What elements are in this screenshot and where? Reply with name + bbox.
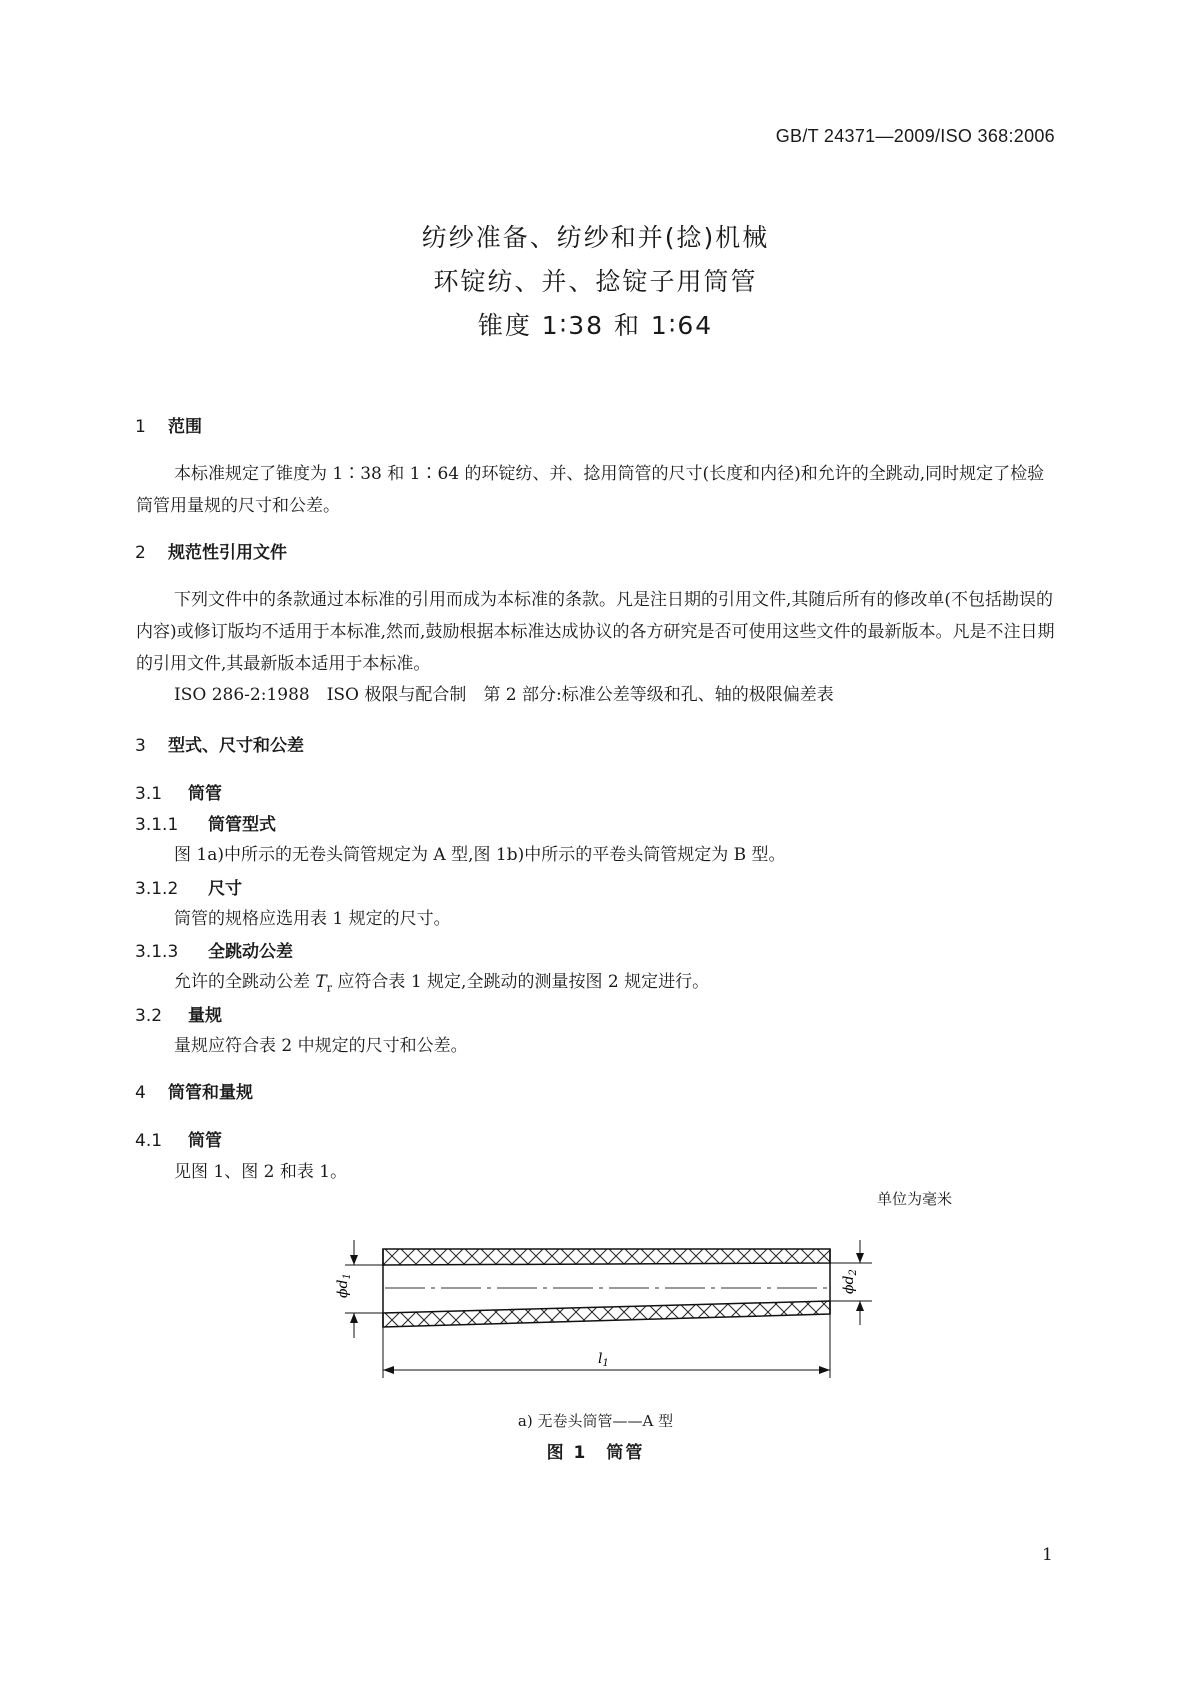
section-title: 量规 (188, 1006, 222, 1026)
title-line-2: 环锭纺、并、捻锭子用筒管 (433, 267, 758, 296)
section-2-paragraph: 下列文件中的条款通过本标准的引用而成为本标准的条款。凡是注日期的引用文件,其随后所有的修改单(不包括勘误的内容)或修订版均不适用于本标准,然而,鼓励根据本标准达成协议的各方研究是否可使用这些文件的最新版本。凡是不注日期的引用文件,其最新版本适用于本标准。 (136, 590, 1055, 674)
section-3-1-2-paragraph: 筒管的规格应选用表 1 规定的尺寸。 (174, 909, 451, 929)
section-title: 规范性引用文件 (168, 543, 287, 563)
para-text: 允许的全跳动公差 (174, 972, 316, 992)
standard-number: GB/T 24371—2009/ISO 368:2006 (775, 126, 1055, 146)
section-number: 3 (135, 736, 146, 756)
section-4-1-paragraph: 见图 1、图 2 和表 1。 (174, 1162, 348, 1182)
figure-subcaption: a) 无卷头筒管——A 型 (517, 1412, 674, 1430)
section-number: 4.1 (135, 1131, 163, 1151)
section-number: 3.1.3 (135, 942, 179, 962)
arrowhead (350, 1313, 358, 1323)
section-title: 尺寸 (208, 879, 242, 899)
section-1-paragraph: 本标准规定了锥度为 1∶38 和 1∶64 的环锭纺、并、捻用筒管的尺寸(长度和内径)和允许的全跳动,同时规定了检验筒管用量规的尺寸和公差。 (136, 464, 1045, 516)
section-title: 型式、尺寸和公差 (168, 736, 304, 756)
section-3-1-heading (135, 779, 222, 804)
section-number: 3.1 (135, 784, 163, 804)
tolerance-symbol: T (315, 972, 327, 992)
page-number: 1 (1042, 1545, 1053, 1565)
section-title: 范围 (168, 417, 202, 437)
section-3-1-3-heading (135, 937, 293, 962)
section-3-2-heading (135, 1001, 222, 1026)
arrowhead (856, 1301, 864, 1311)
label-l1: $l_1$ (598, 1351, 609, 1369)
tube-wall-bottom (383, 1301, 830, 1327)
section-1-heading (135, 412, 202, 437)
title-line-1: 纺纱准备、纺纱和并(捻)机械 (421, 223, 770, 252)
arrowhead (856, 1253, 864, 1263)
section-number: 3.1.2 (135, 879, 179, 899)
arrowhead (819, 1366, 830, 1374)
figure-caption: 图 1 筒管 (546, 1443, 645, 1463)
normative-reference: ISO 286-2:1988 ISO 极限与配合制 第 2 部分:标准公差等级和孔、轴的极限偏差表 (174, 685, 834, 705)
section-title: 筒管型式 (208, 815, 276, 835)
section-number: 3.1.1 (135, 815, 179, 835)
section-3-1-3-paragraph (174, 967, 709, 994)
section-2-heading (135, 538, 287, 563)
section-title: 筒管 (188, 784, 222, 804)
section-title: 全跳动公差 (208, 942, 293, 962)
section-3-2-paragraph: 量规应符合表 2 中规定的尺寸和公差。 (174, 1036, 468, 1056)
section-title: 筒管 (188, 1131, 222, 1151)
arrowhead (383, 1366, 394, 1374)
label-d2: $\phi d_2$ (841, 1269, 859, 1294)
label-d1: $\phi d_1$ (335, 1273, 353, 1298)
section-3-1-2-heading (135, 874, 242, 899)
para-text: 应符合表 1 规定,全跳动的测量按图 2 规定进行。 (332, 972, 710, 992)
arrowhead (350, 1255, 358, 1265)
section-number: 1 (135, 417, 146, 437)
tolerance-subscript: r (326, 981, 333, 995)
section-number: 4 (135, 1083, 146, 1103)
title-line-3: 锥度 1∶38 和 1∶64 (477, 311, 714, 340)
bobbin-drawing (300, 1225, 880, 1395)
section-3-1-1-heading (135, 810, 276, 835)
section-4-1-heading (135, 1126, 222, 1151)
unit-note: 单位为毫米 (877, 1190, 953, 1208)
section-3-heading (135, 731, 304, 756)
section-number: 2 (135, 543, 146, 563)
section-title: 筒管和量规 (168, 1083, 253, 1103)
section-4-heading (135, 1078, 253, 1103)
section-3-1-1-paragraph: 图 1a)中所示的无卷头筒管规定为 A 型,图 1b)中所示的平卷头筒管规定为 B 型。 (174, 845, 786, 865)
tube-wall-top (383, 1249, 830, 1265)
section-number: 3.2 (135, 1006, 163, 1026)
